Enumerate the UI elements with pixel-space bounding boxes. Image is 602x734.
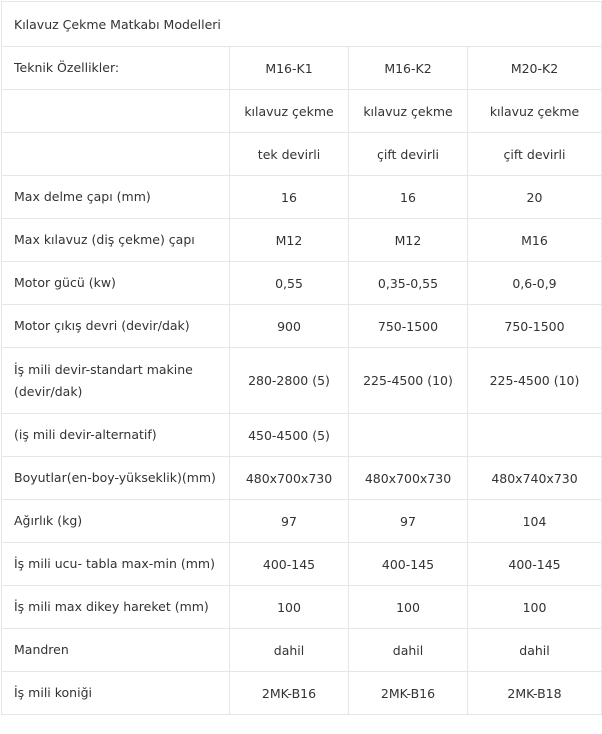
- table-row: [2, 305, 602, 348]
- row-label: Max kılavuz (diş çekme) çapı: [2, 219, 230, 262]
- row-value: 225-4500 (10): [468, 348, 602, 414]
- row-value: 2MK-B16: [349, 672, 468, 715]
- row-label: İş mili devir-standart makine (devir/dak): [2, 348, 230, 414]
- row-value: dahil: [468, 629, 602, 672]
- table-row: [2, 672, 602, 715]
- row-value: 100: [230, 586, 349, 629]
- spec-table: [1, 1, 602, 715]
- row-value: kılavuz çekme: [349, 90, 468, 133]
- table-row: [2, 348, 602, 414]
- row-label: (iş mili devir-alternatif): [2, 414, 230, 457]
- table-row: [2, 629, 602, 672]
- row-value: M12: [349, 219, 468, 262]
- row-value: 100: [468, 586, 602, 629]
- row-value: [349, 414, 468, 457]
- table-row: [2, 219, 602, 262]
- row-value: M12: [230, 219, 349, 262]
- row-value: 480x700x730: [349, 457, 468, 500]
- row-label: Boyutlar(en-boy-yükseklik)(mm): [2, 457, 230, 500]
- row-value: 16: [230, 176, 349, 219]
- table-row: [2, 262, 602, 305]
- model-header-m20-k2: M20-K2: [468, 47, 602, 90]
- row-label: Motor çıkış devri (devir/dak): [2, 305, 230, 348]
- row-label: [2, 133, 230, 176]
- table-row: [2, 457, 602, 500]
- row-value: kılavuz çekme: [230, 90, 349, 133]
- row-label: Max delme çapı (mm): [2, 176, 230, 219]
- row-value: 280-2800 (5): [230, 348, 349, 414]
- row-value: çift devirli: [468, 133, 602, 176]
- row-label: İş mili max dikey hareket (mm): [2, 586, 230, 629]
- row-value: kılavuz çekme: [468, 90, 602, 133]
- row-value: 0,55: [230, 262, 349, 305]
- row-value: 400-145: [468, 543, 602, 586]
- row-value: 2MK-B18: [468, 672, 602, 715]
- row-value: 900: [230, 305, 349, 348]
- table-row: [2, 500, 602, 543]
- table-row: [2, 414, 602, 457]
- row-value: 0,35-0,55: [349, 262, 468, 305]
- row-label: Mandren: [2, 629, 230, 672]
- row-value: 450-4500 (5): [230, 414, 349, 457]
- row-label: Motor gücü (kw): [2, 262, 230, 305]
- row-value: 104: [468, 500, 602, 543]
- row-label: [2, 90, 230, 133]
- row-label: İş mili ucu- tabla max-min (mm): [2, 543, 230, 586]
- header-row: [2, 47, 602, 90]
- row-value: 97: [230, 500, 349, 543]
- row-value: 97: [349, 500, 468, 543]
- header-label: Teknik Özellikler:: [2, 47, 230, 90]
- title-row: [2, 2, 602, 47]
- row-value: 0,6-0,9: [468, 262, 602, 305]
- table-row: [2, 176, 602, 219]
- row-value: [468, 414, 602, 457]
- table-row: [2, 90, 602, 133]
- row-value: dahil: [230, 629, 349, 672]
- row-value: 16: [349, 176, 468, 219]
- table-row: [2, 586, 602, 629]
- row-value: 20: [468, 176, 602, 219]
- row-value: 2MK-B16: [230, 672, 349, 715]
- row-value: 480x740x730: [468, 457, 602, 500]
- model-header-m16-k1: M16-K1: [230, 47, 349, 90]
- row-value: dahil: [349, 629, 468, 672]
- row-value: 750-1500: [349, 305, 468, 348]
- table-row: [2, 133, 602, 176]
- row-value: 225-4500 (10): [349, 348, 468, 414]
- row-value: 100: [349, 586, 468, 629]
- table-title: Kılavuz Çekme Matkabı Modelleri: [2, 2, 602, 47]
- row-value: 480x700x730: [230, 457, 349, 500]
- row-label: Ağırlık (kg): [2, 500, 230, 543]
- model-header-m16-k2: M16-K2: [349, 47, 468, 90]
- row-label: İş mili koniği: [2, 672, 230, 715]
- row-value: çift devirli: [349, 133, 468, 176]
- row-value: tek devirli: [230, 133, 349, 176]
- row-value: 750-1500: [468, 305, 602, 348]
- table-row: [2, 543, 602, 586]
- row-value: M16: [468, 219, 602, 262]
- row-value: 400-145: [349, 543, 468, 586]
- row-value: 400-145: [230, 543, 349, 586]
